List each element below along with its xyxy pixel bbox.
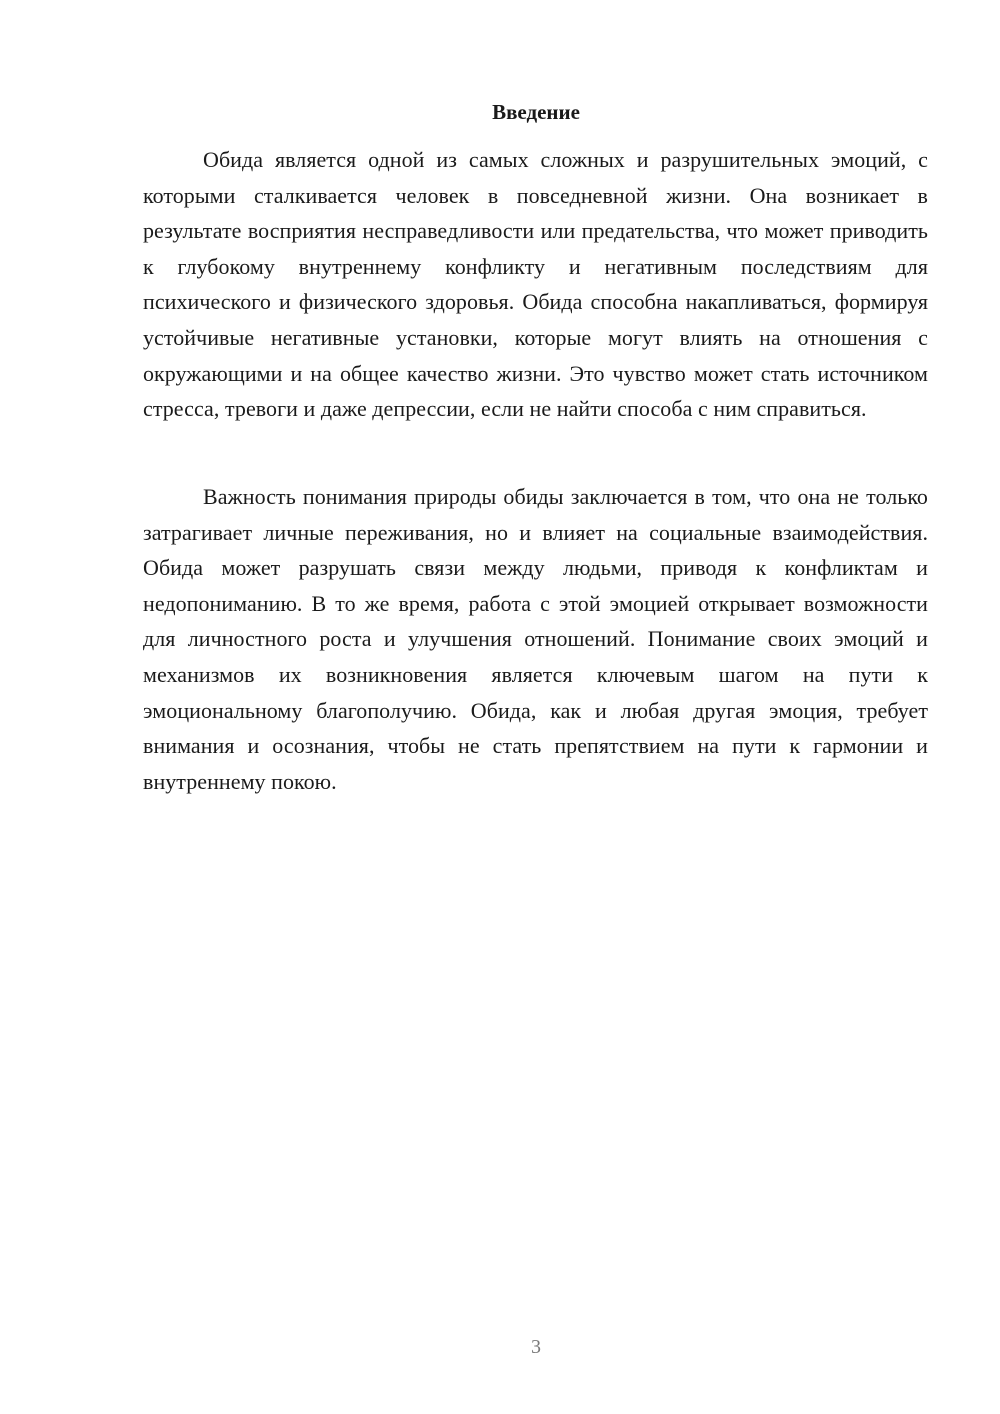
section-heading: Введение (492, 100, 580, 124)
page-number: 3 (531, 1336, 541, 1358)
paragraph-1: Обида является одной из самых сложных и разрушительных эмоций, с которыми сталкивается человек в повседневной жизни. Она возникает в результате восприятия несправедливости или предательства, что может приводить к глубокому внутреннему конфликту и негативным последствиям для психического и физического здоровья. Обида способна накапливаться, формируя устойчивые негативные установки, которые могут влиять на отношения с окружающими и на общее качество жизни. Это чувство может стать источником стресса, тревоги и даже депрессии, если не найти способа с ним справиться. (143, 147, 928, 422)
paragraph-2: Важность понимания природы обиды заключается в том, что она не только затрагивает личные переживания, но и влияет на социальные взаимодействия. Обида может разрушать связи между людьми, приводя к конфликтам и недопониманию. В то же время, работа с этой эмоцией открывает возможности для личностного роста и улучшения отношений. Понимание своих эмоций и механизмов их возникновения является ключевым шагом на пути к эмоциональному благополучию. Обида, как и любая другая эмоция, требует внимания и осознания, чтобы не стать препятствием на пути к гармонии и внутреннему покою. (143, 484, 928, 794)
